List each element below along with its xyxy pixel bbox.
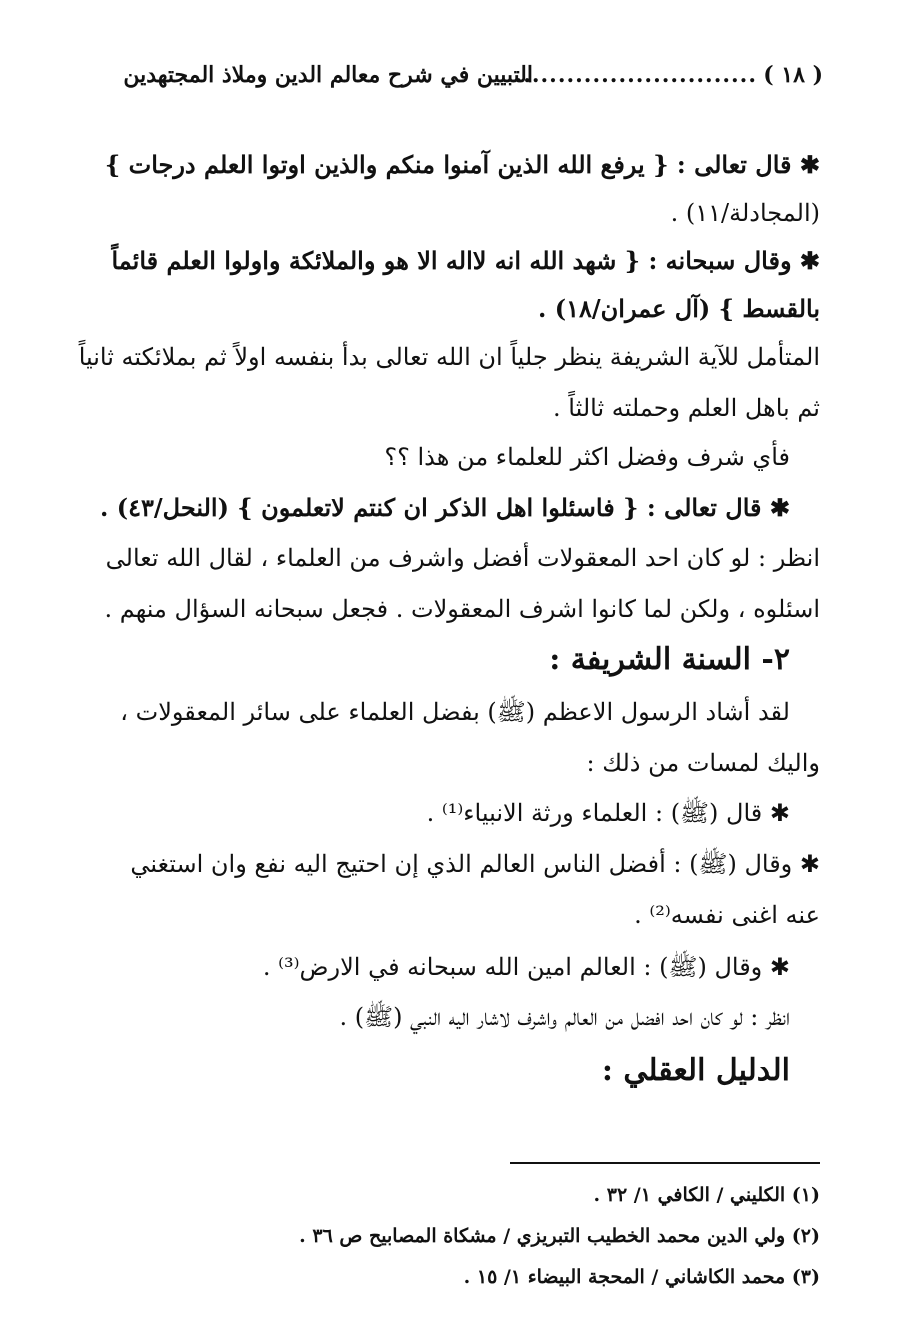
paragraph-line: انظر : لو كان احد افضل من العالم واشرف لاشار اليه النبي (ﷺ) . — [339, 1003, 790, 1031]
verse-line: بالقسط } (آل عمران/١٨) . — [538, 294, 820, 323]
hadith-line: ✱ وقال (ﷺ) : العالم امين الله سبحانه في الارض⁽³⁾ . — [262, 953, 790, 981]
footnote: (٢) ولي الدين محمد الخطيب التبريزي / مشكاة المصابيح ص ٣٦ . — [299, 1225, 820, 1247]
paragraph-line: انظر : لو كان احد المعقولات أفضل واشرف من العلماء ، لقال الله تعالى — [105, 544, 820, 572]
hadith-line: عنه اغنى نفسه⁽²⁾ . — [634, 901, 820, 929]
section-heading: ٢- السنة الشريفة : — [549, 642, 790, 677]
verse-reference: (المجادلة/١١) . — [670, 199, 820, 227]
footnote: (١) الكليني / الكافي ١/ ٣٢ . — [593, 1184, 820, 1206]
page-number: ( ١٨ ) — [763, 62, 823, 88]
paragraph-line: ثم باهل العلم وحملته ثالثاً . — [553, 394, 820, 422]
paragraph-line: اسئلوه ، ولكن لما كانوا اشرف المعقولات . فجعل سبحانه السؤال منهم . — [104, 595, 820, 623]
verse-line: ✱ قال تعالى : { يرفع الله الذين آمنوا منكم والذين اوتوا العلم درجات } — [104, 150, 820, 179]
paragraph-line: فأي شرف وفضل اكثر للعلماء من هذا ؟؟ — [384, 443, 790, 471]
footnote-divider — [510, 1162, 820, 1164]
running-title: التبيين في شرح معالم الدين وملاذ المجتهدين — [123, 62, 533, 88]
hadith-line: ✱ قال (ﷺ) : العلماء ورثة الانبياء⁽¹⁾ . — [426, 799, 790, 827]
hadith-line: ✱ وقال (ﷺ) : أفضل الناس العالم الذي إن احتيج اليه نفع وان استغني — [130, 850, 820, 878]
header-dots: ............................ — [514, 62, 757, 88]
section-heading: الدليل العقلي : — [601, 1053, 790, 1088]
footnote: (٣) محمد الكاشاني / المحجة البيضاء ١/ ١٥ . — [463, 1266, 820, 1288]
paragraph-line: واليك لمسات من ذلك : — [586, 749, 820, 777]
verse-line: ✱ وقال سبحانه : { شهد الله انه لااله الا هو والملائكة واولوا العلم قائماً — [111, 246, 820, 275]
paragraph-line: المتأمل للآية الشريفة ينظر جلياً ان الله تعالى بدأ بنفسه اولاً ثم بملائكته ثانياً — [78, 343, 820, 371]
paragraph-line: لقد أشاد الرسول الاعظم (ﷺ) بفضل العلماء على سائر المعقولات ، — [120, 698, 790, 726]
verse-line: ✱ قال تعالى : { فاسئلوا اهل الذكر ان كنتم لاتعلمون } (النحل/٤٣) . — [100, 493, 790, 522]
